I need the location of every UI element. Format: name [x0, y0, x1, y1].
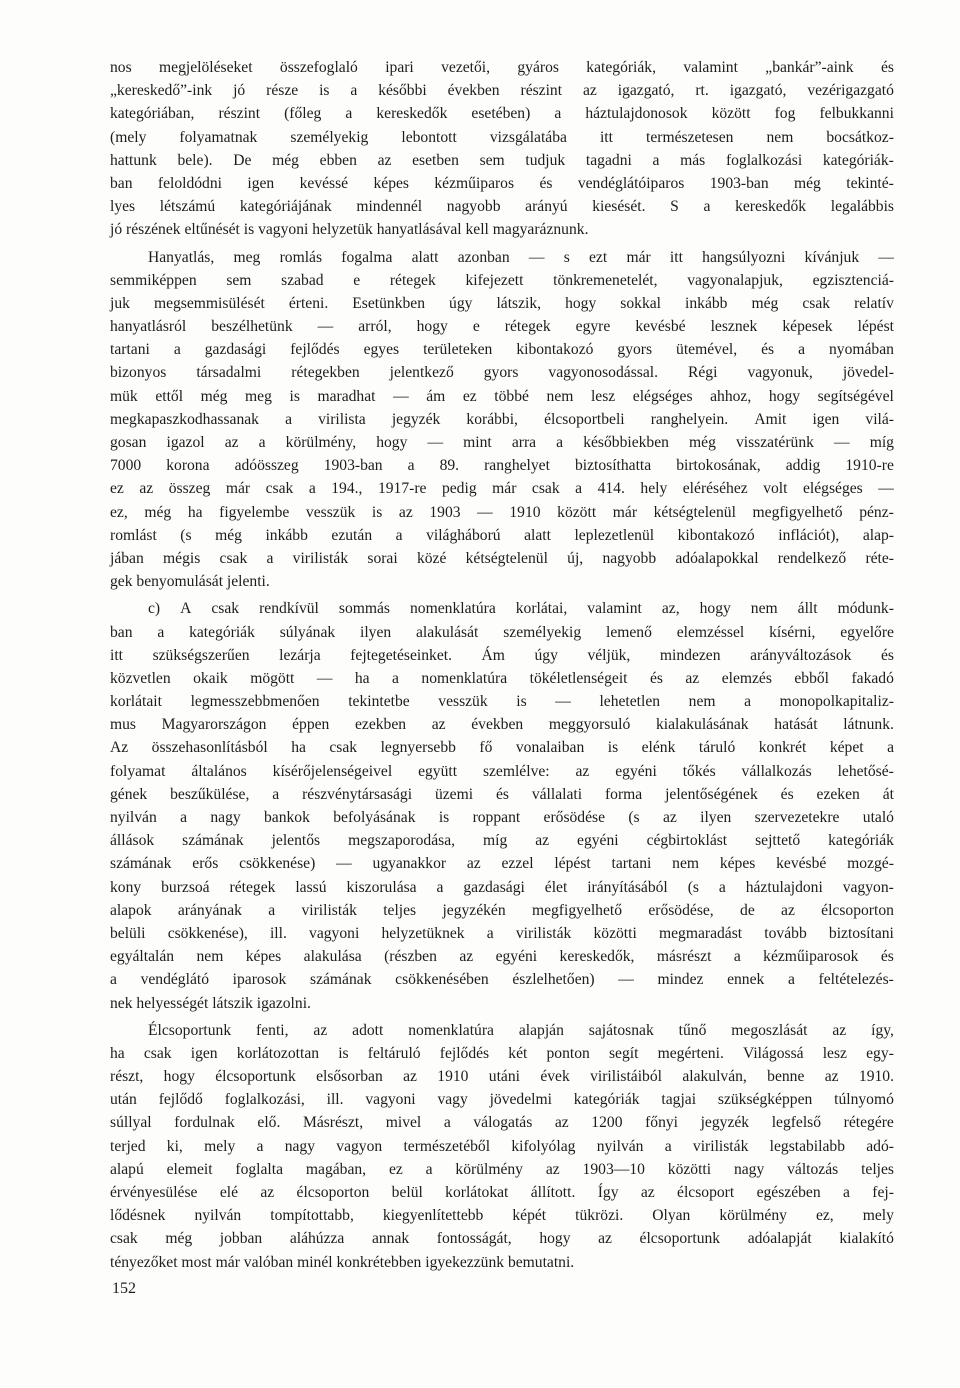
text-line: korlátait legmesszebbmenően tekintetbe vesszük is — lehetetlen nem a monopolkapitaliz- [110, 693, 894, 711]
text-line: után fejlődő foglalkozási, ill. vagyoni vagy jövedelmi kategóriák tagjai szükségképpen túlnyomó [110, 1091, 894, 1109]
paragraph [110, 597, 894, 1014]
text-line: ban a kategóriák súlyának ilyen alakulását személyekig lemenő elemzéssel kísérni, egyelőre [110, 623, 894, 641]
text-line: terjed ki, mely a nagy vagyon természetéből kifolyólag nyilván a virilisták legstabilabb adó- [110, 1137, 894, 1155]
text-line: romlást (s még inkább ezután a világháború alatt leplezetlenül kibontakozó inflációt), alap- [110, 526, 894, 544]
text-line: tényezőket most már valóban minél konkrétebben igyekezzünk bemutatni. [110, 1253, 575, 1271]
text-line: alapok arányának a virilisták teljes jegyzékén megfigyelhető erősödése, de az élcsoporton [110, 901, 894, 919]
text-line: gosan igazol az a körülmény, hogy — mint arra a későbbiekben még visszatérünk — míg [110, 434, 894, 451]
text-line: alapú elemeit foglalta magában, ez a körülmény az 1903—10 közötti nagy változás teljes [110, 1160, 894, 1178]
text-line: lődésnek nyilván tompítottabb, kiegyenlítettebb képét tükrözi. Olyan körülmény ez, mely [110, 1207, 894, 1225]
text-line: ha csak igen korlátozottan is feltáruló fejlődés két ponton segít megérteni. Világossá lesz egy- [110, 1044, 894, 1062]
text-line: gek benyomulását jelenti. [110, 573, 270, 591]
text-line: mus Magyarországon éppen ezekben az években meggyorsuló kialakulásának hatását látnunk. [110, 716, 894, 734]
text-line: érvényesülése elé az élcsoporton belül korlátokat állított. Így az élcsoport egészében a fej- [110, 1184, 894, 1201]
paragraph [110, 56, 894, 242]
text-line: (mely folyamatnak személyekig lebontott vizsgálatába itt természetesen nem bocsátkoz- [110, 128, 894, 146]
text-line: ez, még ha figyelembe vesszük is az 1903 — 1910 között már kétségtelenül megfigyelhető pénz- [110, 503, 894, 521]
text-line: hanyatlásról beszélhetünk — arról, hogy e rétegek egyre kevésbé lesznek képesek lépést [110, 318, 894, 336]
text-line: kategóriában, részint (főleg a kereskedők esetében) a háztulajdonosok között fog felbukkanni [110, 105, 894, 123]
text-line: súllyal fordulnak elő. Másrészt, mivel a válogatás az 1200 főnyi jegyzék legfelső rétegére [110, 1114, 894, 1132]
text-line: itt szükségszerűen lezárja fejtegetéseinket. Ám úgy véljük, mindezen arányváltozások és [110, 646, 894, 664]
text-line: Hanyatlás, meg romlás fogalma alatt azonban — s ezt már itt hangsúlyozni kívánjuk — [148, 248, 894, 266]
text-line: a vendéglátó iparosok számának csökkenésében észlelhetően) — mindez ennek a feltételezés- [110, 971, 894, 989]
text-line: lyes létszámú kategóriájának mindennél nagyobb arányú kiesését. S a kereskedők legalábbis [110, 198, 894, 216]
text-line: jában mégis csak a virilisták sorai közé kétségtelenül új, nagyobb adóalapokkal rendelkező réte- [110, 549, 894, 567]
text-line: gének beszűkülése, a részvénytársasági üzemi és vállalati forma jelentőségének és ezeken át [110, 785, 894, 803]
text-line: tartani a gazdasági fejlődés egyes területeken kibontakozó gyors ütemével, és a nyomában [110, 341, 894, 359]
text-line: belüli csökkenése), ill. vagyoni helyzetüknek a virilisták közötti megmaradást tovább biztosítani [110, 924, 894, 942]
text-line: egyáltalán nem képes alakulása (részben az egyéni kereskedők, másrészt a kézműiparosok és [110, 948, 894, 966]
text-line: részt, hogy élcsoportunk elsősorban az 1910 utáni évek virilistáiból alakulván, benne az 1910. [110, 1068, 894, 1086]
text-line: nek helyességét látszik igazolni. [110, 994, 311, 1012]
text-line: megkapaszkodhassanak a virilista jegyzék korábbi, élcsoportbeli ranghelyein. Amit igen vilá- [110, 410, 894, 428]
text-line: semmiképpen sem szabad e rétegek kifejezett tönkremenetelét, vagyonalapjuk, egzisztenciá- [110, 271, 894, 289]
text-line: jó részének eltűnését is vagyoni helyzetük hanyatlásával kell magyaráznunk. [110, 221, 589, 239]
text-line: Élcsoportunk fenti, az adott nomenklatúra alapján sajátosnak tűnő megoszlását az így, [148, 1021, 894, 1039]
text-line: számának erős csökkenése) — ugyanakkor az ezzel lépést tartani nem képes kevésbé mozgé- [110, 855, 894, 873]
text-line: állások számának jelentős megszaporodása, míg az egyéni cégbirtoklást sejttető kategóriák [110, 832, 894, 850]
text-line: folyamat általános kísérőjelenségeivel együtt szemlélve: az egyéni tőkés vállalkozás lehetősé- [110, 762, 894, 780]
page-number: 152 [112, 1280, 136, 1297]
text-line: mük ettől még meg is maradhat — ám ez többé nem lesz elégséges ahhoz, hogy segítségével [110, 387, 894, 405]
paragraph [110, 246, 894, 594]
text-line: „kereskedő”-ink jó része is a későbbi években részint az igazgató, rt. igazgató, vezérigazgató [110, 82, 894, 100]
text-line: Az összehasonlításból ha csak legnyersebb fő vonalaiban is elénk táruló konkrét képet a [110, 739, 894, 757]
text-line: juk megsemmisülését érteni. Esetünkben úgy látszik, hogy sokkal inkább még csak relatív [110, 294, 894, 312]
text-line: 7000 korona adóösszeg 1903-ban a 89. ranghelyet biztosíthatta birtokosának, addig 1910-re [110, 457, 894, 475]
text-line: nos megjelöléseket összefoglaló ipari vezetői, gyáros kategóriák, valamint „bankár”-aink és [110, 59, 894, 76]
text-line: ez az összeg már csak a 194., 1917-re pedig már csak a 414. hely eléréséhez volt elégséges — [110, 480, 894, 498]
text-line: c) A csak rendkívül sommás nomenklatúra korlátai, valamint az, hogy nem állt módunk- [148, 600, 894, 618]
text-line: közvetlen okaik mögött — ha a nomenklatúra tökéletlenségeit és az elemzés ebből fakadó [110, 669, 894, 687]
text-line: csak még jobban aláhúzza annak fontosságát, hogy az élcsoportunk adóalapját kialakító [110, 1230, 894, 1248]
text-line: hattunk bele). De még ebben az esetben sem tudjuk tagadni a más foglalkozási kategóriák- [110, 151, 894, 169]
text-line: ban feloldódni igen kevéssé képes kézműiparos és vendéglátóiparos 1903-ban még tekinté- [110, 174, 894, 192]
paragraph [110, 1019, 894, 1274]
text-line: bizonyos társadalmi rétegekben jelentkező gyors vagyonosodással. Régi vagyonuk, jövedel- [110, 364, 894, 382]
text-line: kony burzsoá rétegek lassú kiszorulása a gazdasági élet irányításából (s a háztulajdoni vagyon- [110, 878, 894, 896]
text-line: nyilván a nagy bankok befolyásának is roppant erősödése (s az ilyen szervezetekre utaló [110, 809, 894, 826]
document-body [110, 56, 894, 1274]
